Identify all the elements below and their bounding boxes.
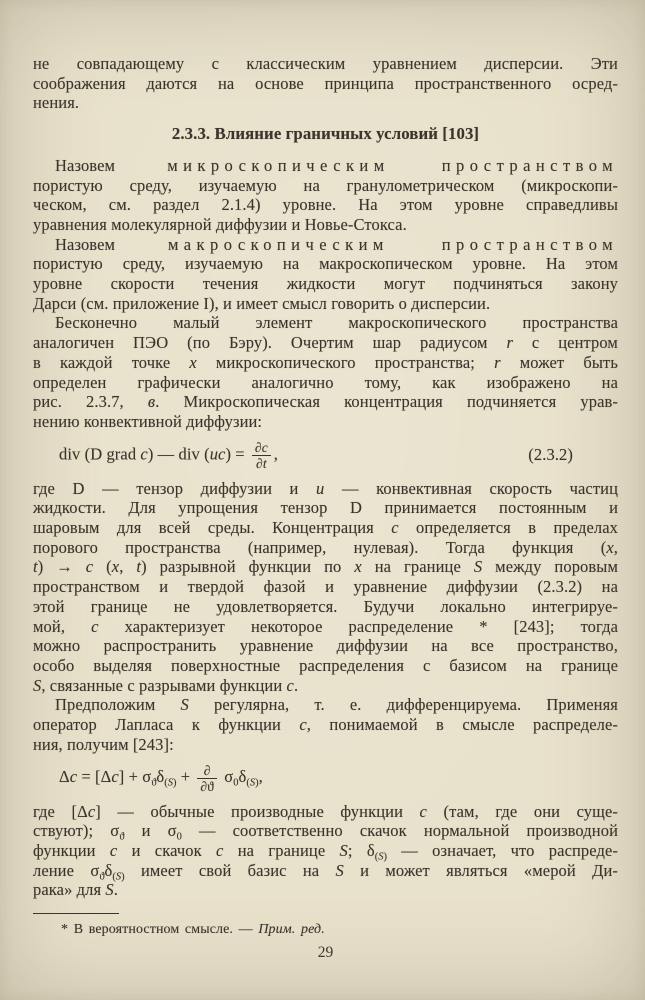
text-line: этой границе не удовлетворяется. Будучи локально интегрируе- <box>33 596 618 616</box>
text-line: где D — тензор диффузии и u — конвективная скорость частиц <box>33 478 618 498</box>
text-line: пористую среду, изучаемую на макроскопическом уровне. На этом <box>33 254 618 274</box>
text-line: ствуют); $\sigma_ϑ$ и $\sigma_0$ — соответственно скачок нормальной производной <box>33 821 618 843</box>
text-line: уровне скорости течения жидкости могут подчиняться закону <box>33 274 618 294</box>
text-line: шаровым для всей среды. Концентрация c определяется в пределах <box>33 518 618 538</box>
text-line: уравнения молекулярной диффузии и Новье-Стокса. <box>33 214 407 234</box>
paragraph <box>33 695 618 754</box>
text-line: Бесконечно малый элемент макроскопического пространства <box>55 313 618 333</box>
fraction-numerator: ∂c <box>254 439 268 455</box>
text-line: аналогичен ПЭО (по Бэру). Очертим шар радиусом r с центром <box>33 333 618 353</box>
section-heading: 2.3.3. Влияние граничных условий [103] <box>171 124 480 144</box>
text-line: * В вероятностном смысле. — Прим. ред. <box>61 922 325 938</box>
paragraph <box>33 802 618 901</box>
text-line: S, связанные с разрывами функции c. <box>33 675 299 695</box>
text-line: порового пространства (например, нулевая). Тогда функция (x, <box>33 537 618 557</box>
text-line: особо выделяя поверхностные распределения с базисом на границе <box>33 655 618 675</box>
footnote <box>33 921 618 938</box>
text-line: Назовем макроскопическим пространством <box>55 234 618 254</box>
text-line: не совпадающему с классическим уравнением дисперсии. Эти <box>33 54 618 73</box>
text-line: рис. 2.3.7, в. Микроскопическая концентрация подчиняется урав- <box>33 392 618 412</box>
text-line: Дарси (см. приложение I), и имеет смысл говорить о дисперсии. <box>33 293 491 313</box>
equation-rhs: $\sigma_0\delta_{(S)}$, <box>219 766 263 789</box>
equation-number: (2.3.2) <box>528 445 573 465</box>
fraction <box>197 763 217 794</box>
text-line: мой, c характеризует некоторое распределение * [243]; тогда <box>33 616 618 636</box>
text-line: пространством и твердой фазой и уравнение диффузии (2.3.2) на <box>33 577 618 597</box>
text-line: ческом, см. раздел 2.1.4) уровне. На этом уровне справедливы <box>33 195 618 215</box>
text-line: пористую среду, изучаемую на гранулометрическом (микроскопи- <box>33 175 618 195</box>
paragraph <box>33 235 618 314</box>
text-line: нения. <box>33 93 80 113</box>
text-line: оператор Лапласа к функции c, понимаемой в смысле распределе- <box>33 715 618 735</box>
text-line: можно распространить уравнение диффузии на все пространство, <box>33 636 618 656</box>
text-line: функции c и скачок c на границе S; $\delta_{(S)}$ — означает, что распреде- <box>33 840 618 863</box>
text-line: ния, получим [243]: <box>33 734 174 754</box>
text-line: жидкости. Для упрощения тензор D принимается постоянным и <box>33 498 618 518</box>
fraction <box>252 440 271 471</box>
equation <box>33 440 618 471</box>
paragraph <box>33 313 618 431</box>
text-line: где [Δc] — обычные производные функции c (там, где они суще- <box>33 801 618 821</box>
paragraph <box>33 156 618 235</box>
paragraph <box>33 54 618 113</box>
text-line: определен графически аналогично тому, как изображено на <box>33 372 618 392</box>
text-column <box>33 54 618 938</box>
text-line: нению конвективной диффузии: <box>33 411 263 431</box>
fraction-denominator: ∂t <box>252 455 271 471</box>
paragraph <box>33 479 618 696</box>
page-number: 29 <box>317 944 334 962</box>
fraction-denominator: ∂ϑ <box>197 778 217 794</box>
text-line: в каждой точке x микроскопического пространства; r может быть <box>33 352 618 372</box>
text-line: рака» для S. <box>33 880 118 900</box>
text-line: соображения даются на основе принципа пространственного осред- <box>33 73 618 93</box>
footnote-rule <box>33 913 119 914</box>
equation-rhs: , <box>273 443 279 463</box>
text-line: ление $\sigma_ϑ\delta_{(S)}$ имеет свой базис на S и может являться «мерой Ди- <box>33 860 619 883</box>
equation-lhs: $\Delta c = [\Delta c] + \sigma_ϑ\delta_{(S)}$ + <box>59 766 195 789</box>
equation <box>33 763 618 794</box>
text-line: Назовем микроскопическим пространством <box>55 155 618 175</box>
text-line: Предположим S регулярна, т. е. дифференцируема. Применяя <box>55 695 618 715</box>
text-line: t) → c (x, t) разрывной функции по x на границе S между поровым <box>33 557 619 577</box>
fraction-numerator: ∂ <box>203 762 211 778</box>
equation-lhs: div (D grad c) — div (uc) = <box>59 443 249 463</box>
